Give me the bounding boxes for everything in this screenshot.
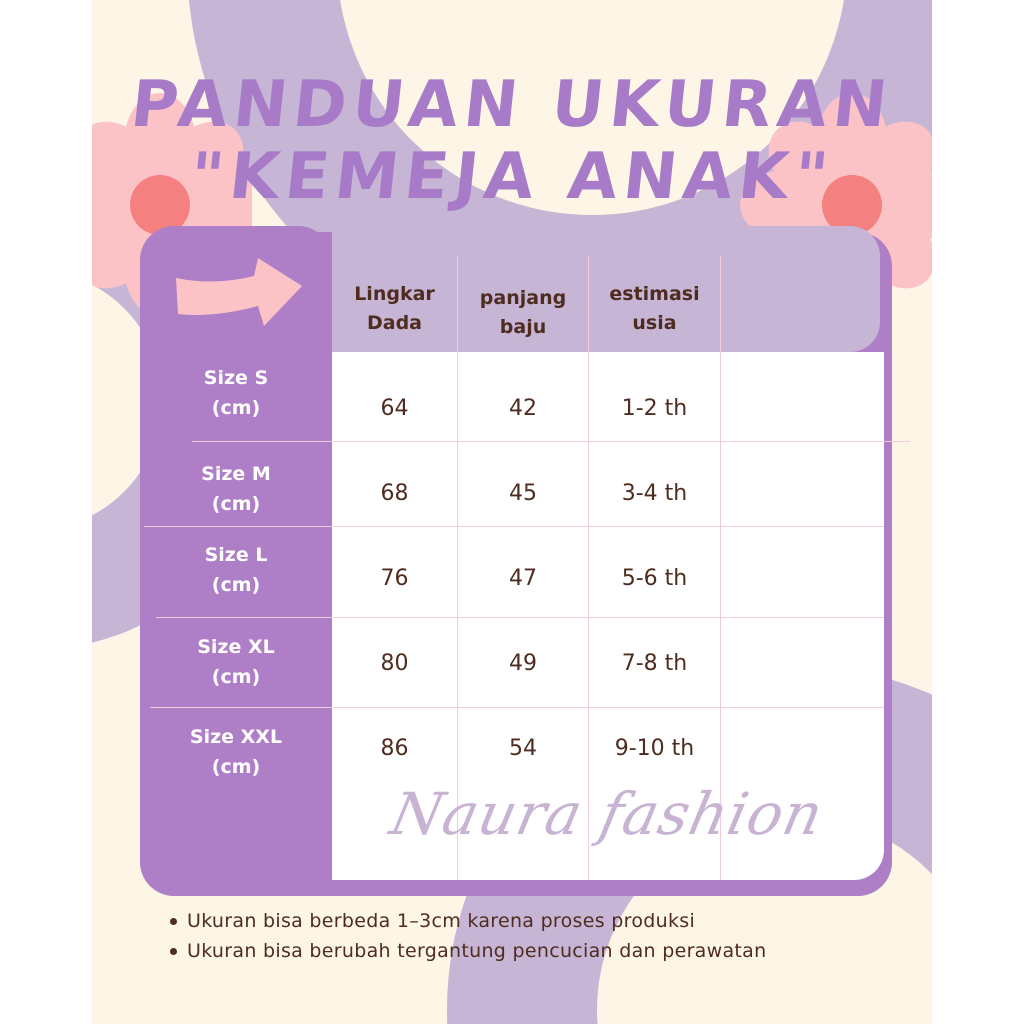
size-guide-poster <box>92 0 932 1024</box>
size-name: Size M <box>201 463 271 485</box>
size-unit: (cm) <box>211 493 261 515</box>
row-label-size-l <box>140 540 332 600</box>
header-panjang-baju <box>458 284 588 342</box>
row-label-size-xxl <box>140 722 332 782</box>
cell-lingkar: 76 <box>380 566 409 591</box>
header-line: baju <box>499 316 547 338</box>
cell-lingkar: 86 <box>380 736 409 761</box>
header-line: usia <box>632 312 677 334</box>
header-line: panjang <box>479 287 567 309</box>
header-estimasi-usia <box>589 280 720 338</box>
row-label-size-s <box>140 363 332 423</box>
title-line-1: PANDUAN UKURAN <box>127 68 897 142</box>
cell-lingkar: 68 <box>380 481 409 506</box>
size-name: Size XL <box>197 636 275 658</box>
bullet-icon <box>170 948 177 955</box>
size-unit: (cm) <box>211 756 261 778</box>
cell-panjang: 54 <box>509 736 537 761</box>
size-name: Size XXL <box>189 726 283 748</box>
cell-lingkar: 80 <box>380 651 409 676</box>
notes-list <box>170 906 910 966</box>
row-divider <box>144 526 884 527</box>
cell-panjang: 42 <box>509 396 537 421</box>
cell-panjang: 47 <box>509 566 537 591</box>
cell-usia: 3-4 th <box>621 481 688 506</box>
size-unit: (cm) <box>211 397 261 419</box>
cell-panjang: 45 <box>509 481 537 506</box>
header-line: estimasi <box>609 283 700 305</box>
cell-usia: 7-8 th <box>621 651 688 676</box>
title-line-2: "KEMEJA ANAK" <box>186 140 838 214</box>
cell-usia: 1-2 th <box>621 396 688 421</box>
cell-usia: 9-10 th <box>614 736 695 761</box>
size-name: Size S <box>203 367 269 389</box>
size-unit: (cm) <box>211 666 261 688</box>
brand-signature: Naura fashion <box>384 780 830 848</box>
cell-panjang: 49 <box>509 651 537 676</box>
bullet-icon <box>170 918 177 925</box>
note-item <box>170 936 910 966</box>
note-item <box>170 906 910 936</box>
row-divider <box>156 617 884 618</box>
cell-lingkar: 64 <box>380 396 409 421</box>
arrow-right-icon <box>174 256 304 328</box>
row-label-size-xl <box>140 632 332 692</box>
size-name: Size L <box>204 544 268 566</box>
note-text: Ukuran bisa berbeda 1–3cm karena proses produksi <box>187 910 696 932</box>
size-unit: (cm) <box>211 574 261 596</box>
cell-usia: 5-6 th <box>621 566 688 591</box>
row-divider <box>150 707 884 708</box>
row-divider <box>192 441 910 442</box>
header-lingkar-dada <box>332 280 457 338</box>
row-label-size-m <box>140 459 332 519</box>
header-line: Lingkar <box>354 283 435 305</box>
header-line: Dada <box>366 312 422 334</box>
note-text: Ukuran bisa berubah tergantung pencucian dan perawatan <box>187 940 767 962</box>
